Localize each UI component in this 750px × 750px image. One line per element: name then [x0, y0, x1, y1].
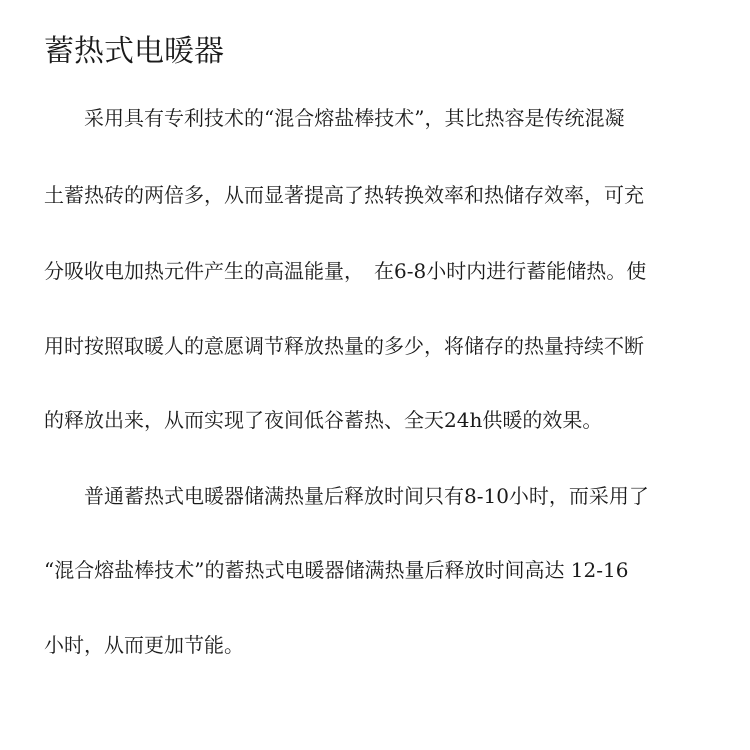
paragraph-line: 的释放出来，从而实现了夜间低谷蓄热、全天24h供暖的效果。	[44, 408, 603, 432]
paragraph-line: 分吸收电加热元件产生的高温能量， 在6-8小时内进行蓄能储热。使	[44, 259, 647, 283]
paragraph-line: 小时，从而更加节能。	[44, 633, 244, 657]
paragraph-line: 采用具有专利技术的“混合熔盐棒技术”，其比热容是传统混凝	[44, 106, 625, 130]
paragraph-line: 普通蓄热式电暖器储满热量后释放时间只有8-10小时，而采用了	[44, 484, 649, 508]
paragraph-line: 土蓄热砖的两倍多，从而显著提高了热转换效率和热储存效率，可充	[44, 183, 644, 207]
paragraph-line: 用时按照取暖人的意愿调节释放热量的多少，将储存的热量持续不断	[44, 334, 644, 358]
paragraph-line: “混合熔盐棒技术”的蓄热式电暖器储满热量后释放时间高达 12-16	[44, 558, 629, 582]
page-title: 蓄热式电暖器	[44, 34, 224, 69]
